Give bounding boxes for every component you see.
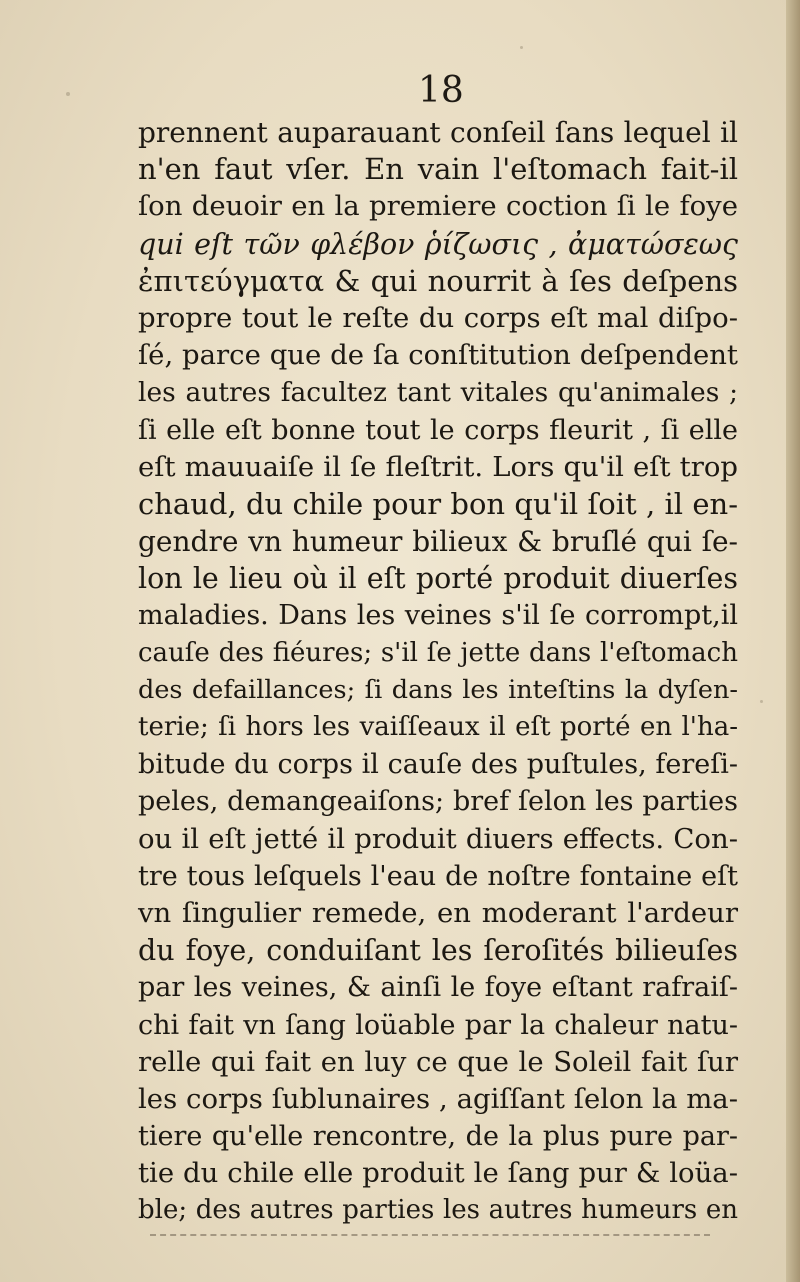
paper-speck	[760, 700, 763, 703]
text-line: lon le lieu où il eſt porté produit diuerſes	[138, 562, 738, 596]
text-line: cauſe des fiéures; s'il ſe jette dans l'eſtomach	[138, 637, 738, 668]
text-line: terie; ſi hors les vaiſſeaux il eſt porté en l'ha-	[138, 712, 738, 742]
page-number: 18	[418, 70, 464, 111]
bottom-rule	[150, 1234, 710, 1236]
text-line: vn ſingulier remede, en moderant l'ardeur	[138, 896, 738, 929]
text-line: n'en faut vſer. En vain l'eſtomach fait-il	[138, 152, 738, 187]
text-line: ou il eſt jetté il produit diuers effects. Con-	[138, 822, 738, 855]
text-line: gendre vn humeur bilieux & bruſlé qui ſe-	[138, 525, 738, 559]
text-line: propre tout le reſte du corps eſt mal diſpo-	[138, 301, 738, 334]
body-text	[138, 114, 738, 1230]
text-line: tie du chile elle produit le ſang pur & loüa-	[138, 1157, 738, 1190]
text-line: tiere qu'elle rencontre, de la plus pure par-	[138, 1121, 738, 1153]
text-line: ble; des autres parties les autres humeurs en	[138, 1195, 738, 1226]
text-line: relle qui fait en luy ce que le Soleil fait ſur	[138, 1045, 738, 1078]
page-gutter	[786, 0, 800, 1282]
text-line: par les veines, & ainſi le foye eſtant rafraiſ-	[138, 972, 738, 1004]
text-line: ſé, parce que de ſa conſtitution deſpendent	[138, 339, 738, 372]
text-line: les autres facultez tant vitales qu'animales ;	[138, 377, 738, 409]
text-line: chaud, du chile pour bon qu'il ſoit , il en-	[138, 486, 738, 521]
text-line: eſt mauuaiſe il ſe fleſtrit. Lors qu'il eſt trop	[138, 450, 738, 483]
text-line: du foye, conduiſant les ſeroſités bilieuſes	[138, 934, 738, 968]
text-line: ſon deuoir en la premiere coction ſi le foye	[138, 190, 738, 223]
text-line: ἐπιτεύγματα & qui nourrit à ſes deſpens	[138, 263, 738, 298]
paper-speck	[520, 46, 523, 49]
paper-speck	[66, 92, 70, 96]
text-line: chi fait vn ſang loüable par la chaleur natu-	[138, 1009, 738, 1041]
text-line-greek: qui eſt τῶν φλέβον ῥίζωσις , ἀματώσεως	[138, 227, 738, 261]
text-line: les corps ſublunaires , agiſſant ſelon la ma-	[138, 1082, 738, 1115]
text-line: des defaillances; ſi dans les inteſtins la dyſen-	[138, 674, 738, 705]
text-line: tre tous leſquels l'eau de noſtre fontaine eſt	[138, 860, 738, 892]
text-line: peles, demangeaiſons; bref ſelon les parties	[138, 786, 738, 818]
text-line: maladies. Dans les veines s'il ſe corrompt,il	[138, 600, 738, 632]
text-line: prennent auparauant conſeil ſans lequel il	[138, 116, 738, 149]
text-line: bitude du corps il cauſe des puſtules, fereſi-	[138, 749, 738, 781]
text-line: ſi elle eſt bonne tout le corps fleurit , ſi elle	[138, 414, 738, 446]
